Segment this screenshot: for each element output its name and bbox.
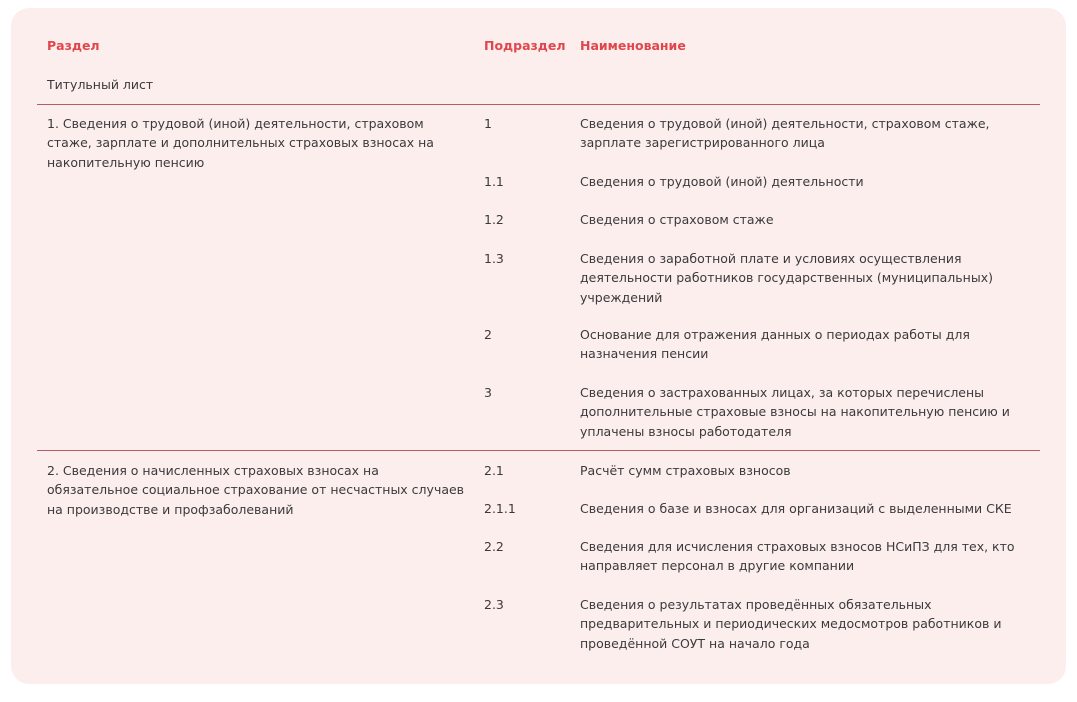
table-row-code: 1.2	[484, 212, 504, 227]
table-row-code: 2.1.1	[484, 501, 516, 516]
header-subsection: Подраздел	[484, 38, 566, 53]
table-row-code: 2.3	[484, 597, 504, 612]
table-row-code: 2.2	[484, 539, 504, 554]
table-row-code: 1.1	[484, 174, 504, 189]
table-row-name: Основание для отражения данных о периодах работы для назначения пенсии	[580, 327, 970, 362]
table-row-name: Сведения для исчисления страховых взносов НСиПЗ для тех, кто направляет персонал в другие компании	[580, 539, 1015, 574]
divider	[37, 450, 1040, 451]
table-row-name: Расчёт сумм страховых взносов	[580, 463, 791, 478]
table-row-name: Сведения о базе и взносах для организаций с выделенными СКЕ	[580, 501, 1012, 516]
header-name: Наименование	[580, 38, 686, 53]
table-row-name: Сведения о заработной плате и условиях осуществления деятельности работников государственных (муниципальных) учреждений	[580, 251, 993, 305]
header-section: Раздел	[47, 38, 100, 53]
title-page-label: Титульный лист	[47, 77, 154, 92]
table-row-code: 1	[484, 116, 492, 131]
table-row-name: Сведения о страховом стаже	[580, 212, 774, 227]
table-row-code: 3	[484, 385, 492, 400]
table-row-code: 2.1	[484, 463, 504, 478]
group2-section: 2. Сведения о начисленных страховых взносах на обязательное социальное страхование от несчастных случаев на производстве и профзаболеваний	[47, 463, 465, 517]
table-row-code: 1.3	[484, 251, 504, 266]
table-row-name: Сведения о трудовой (иной) деятельности, страховом стаже, зарплате зарегистрированного лица	[580, 116, 990, 151]
table-row-code: 2	[484, 327, 492, 342]
table-row-name: Сведения о трудовой (иной) деятельности	[580, 174, 864, 189]
divider	[37, 104, 1040, 105]
table-row-name: Сведения о застрахованных лицах, за которых перечислены дополнительные страховые взносы на накопительную пенсию и уплачены взносы работодателя	[580, 385, 1010, 439]
table-row-name: Сведения о результатах проведённых обязательных предварительных и периодических медосмотров работников и проведённой СОУТ на начало года	[580, 597, 1002, 651]
group1-section: 1. Сведения о трудовой (иной) деятельности, страховом стаже, зарплате и дополнительных страховых взносах на накопительную пенсию	[47, 116, 434, 170]
